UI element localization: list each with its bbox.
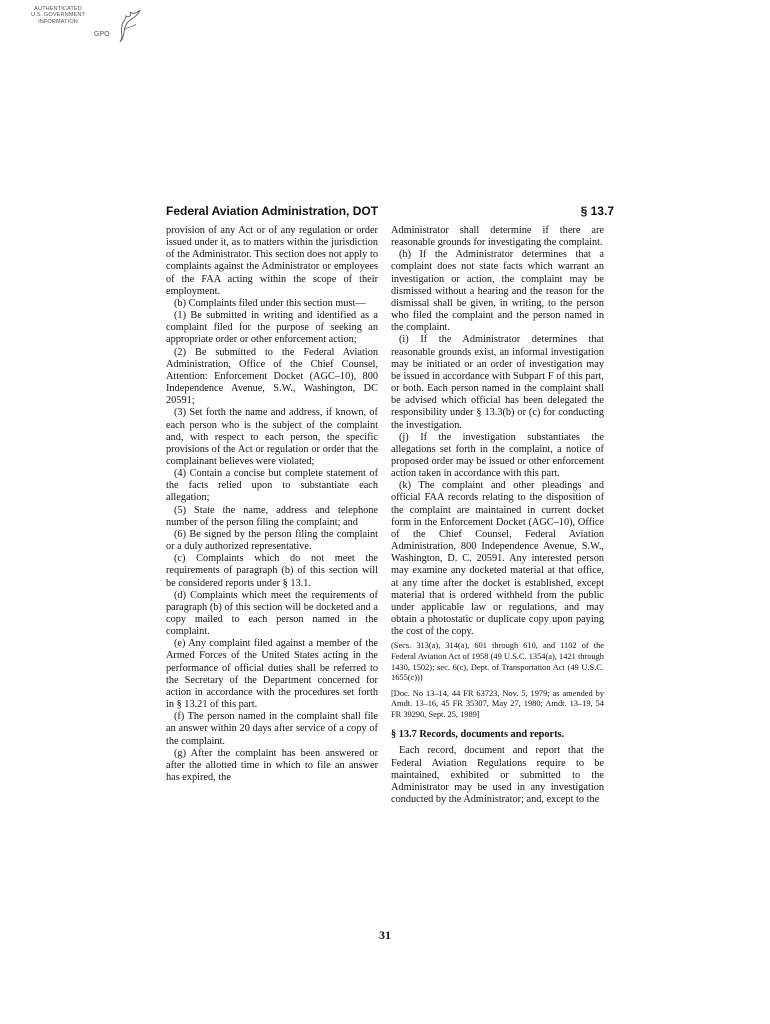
paragraph: (j) If the investigation substantiates the allegations set forth in the complaint, a notice of proposed order may be issued or other enforcement action taken in accordance with this part. — [391, 431, 604, 480]
paragraph: (c) Complaints which do not meet the requirements of paragraph (b) of this section will be considered reports under § 13.1. — [166, 553, 378, 589]
seal-line-1: AUTHENTICATED — [34, 6, 82, 12]
paragraph: (3) Set forth the name and address, if known, of each person who is the subject of the complaint and, with respect to each person, the specific provisions of the Act or regulation or order that the complainant believes were violated; — [166, 407, 378, 467]
left-column — [166, 225, 378, 784]
paragraph: (1) Be submitted in writing and identified as a complaint filed for the purpose of seeking an appropriate order or other enforcement action; — [166, 310, 378, 346]
paragraph: (b) Complaints filed under this section must— — [174, 297, 366, 309]
section-heading: § 13.7 Records, documents and reports. — [391, 729, 565, 741]
paragraph: (d) Complaints which meet the requirements of paragraph (b) of this section will be docketed and a copy mailed to each person named in the complaint. — [166, 589, 378, 638]
paragraph: (4) Contain a concise but complete statement of the facts relied upon to substantiate each allegation; — [166, 468, 378, 504]
page-number: 31 — [379, 928, 391, 942]
paragraph: (i) If the Administrator determines that reasonable grounds exist, an informal investigation may be initiated or an order of investigation may be issued in accordance with Subpart F of this part, or both. Each person named in the complaint shall be advised which official has been delegated the responsibility under § 13.3(b) or (c) for conducting the investigation. — [391, 334, 604, 431]
authority-citation: (Secs. 313(a), 314(a), 601 through 610, and 1102 of the Federal Aviation Act of 1958 (49 U.S.C. 1354(a), 1421 through 1430, 1502); sec. 6(c), Dept. of Transportation Act (49 U.S.C. 1655(c))) — [391, 641, 604, 683]
paragraph: (f) The person named in the complaint shall file an answer within 20 days after service of a copy of the complaint. — [166, 711, 378, 747]
agency-title: Federal Aviation Administration, DOT — [166, 204, 379, 218]
paragraph: Each record, document and report that the Federal Aviation Regulations require to be maintained, exhibited or submitted to the Administrator may be used in any investigation conducted by the Administrator; and, except to the — [391, 745, 604, 806]
eagle-icon — [116, 6, 142, 46]
paragraph: (6) Be signed by the person filing the complaint or a duly authorized representative. — [166, 528, 378, 553]
gpo-authentication-seal — [22, 6, 144, 46]
right-column — [391, 225, 604, 806]
paragraph: Administrator shall determine if there are reasonable grounds for investigating the complaint. — [391, 225, 604, 249]
seal-line-3: INFORMATION — [38, 18, 78, 25]
paragraph: (h) If the Administrator determines that a complaint does not state facts which warrant an investigation or action, the complaint may be dismissed without a hearing and the reason for the dismissal shall be given, in writing, to the person who filed the complaint and the person named in the complaint. — [391, 249, 604, 334]
running-head — [166, 204, 614, 222]
source-citation: [Doc. No 13–14, 44 FR 63723, Nov. 5, 1979; as amended by Amdt. 13–16, 45 FR 35307, May 27, 1980; Amdt. 13–19, 54 FR 39290, Sept. 25, 1989] — [391, 688, 604, 719]
seal-gpo-label: GPO — [94, 31, 110, 38]
paragraph: (g) After the complaint has been answered or after the allotted time in which to file an answer has expired, the — [166, 747, 378, 784]
seal-text — [22, 6, 94, 25]
seal-line-2: U.S. GOVERNMENT — [30, 12, 86, 19]
paragraph: (2) Be submitted to the Federal Aviation Administration, Office of the Chief Counsel, Attention: Enforcement Docket (AGC–10), 800 Independence Avenue, S.W., Washington, DC 20591; — [166, 346, 378, 407]
paragraph: (e) Any complaint filed against a member of the Armed Forces of the United States acting in the performance of official duties shall be referred to the Secretary of the Department concerned for action in accordance with the procedures set forth in § 13.21 of this part. — [166, 638, 378, 711]
section-number: § 13.7 — [580, 204, 614, 218]
paragraph: (k) The complaint and other pleadings and official FAA records relating to the disposition of the complaint are maintained in current docket form in the Enforcement Docket (AGC–10), Office of the Chief Counsel, Federal Aviation Administration, 800 Independence Avenue, S.W., Washington, D. C. 20591. Any interested person may examine any docketed material at that office, at any time after the docket is established, except material that is ordered withheld from the public under applicable law or regulations, and may obtain a photostatic or duplicate copy upon paying the cost of the copy. — [391, 480, 604, 638]
paragraph: provision of any Act or of any regulation or order issued under it, as to matters within the jurisdiction of the Administrator. This section does not apply to complaints against the Administrator or employees of the FAA acting within the scope of their employment. — [166, 225, 378, 297]
paragraph: (5) State the name, address and telephone number of the person filing the complaint; and — [166, 504, 378, 528]
